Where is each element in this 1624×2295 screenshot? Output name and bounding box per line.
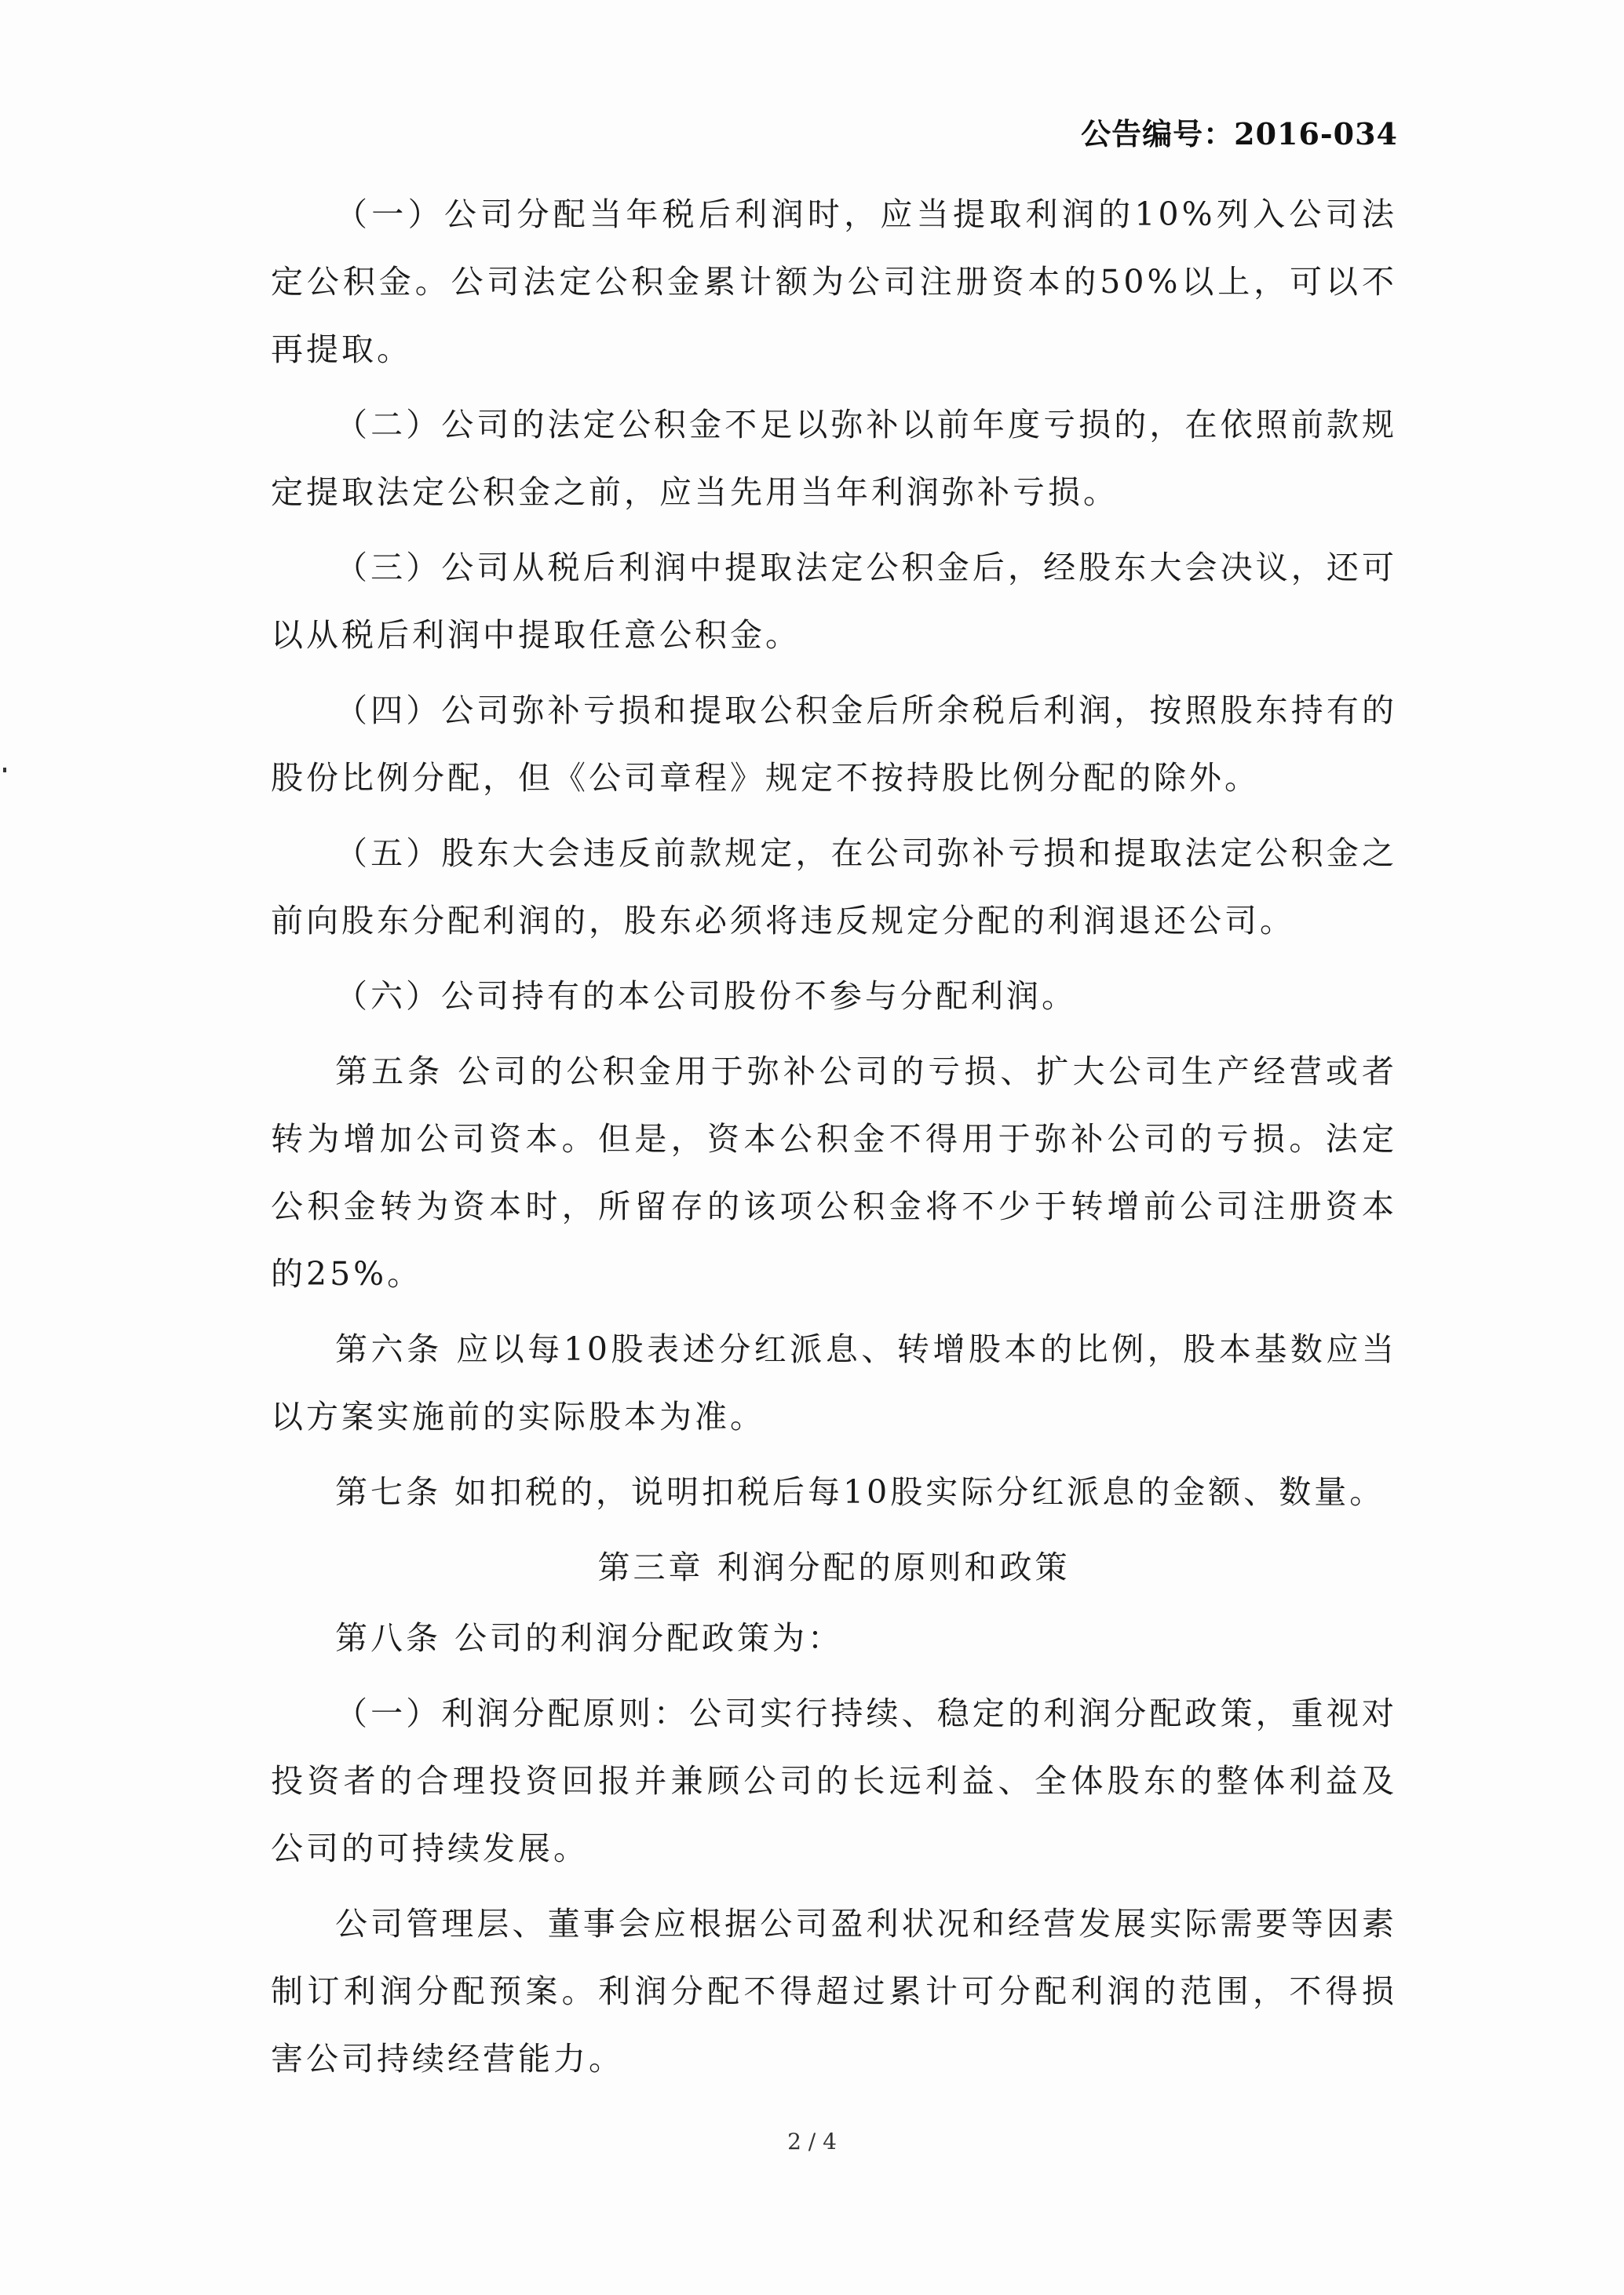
paragraph-management: 公司管理层、董事会应根据公司盈利状况和经营发展实际需要等因素制订利润分配预案。利润分配不得超过累计可分配利润的范围，不得损害公司持续经营能力。 — [271, 1905, 1397, 2078]
scan-mark — [3, 768, 6, 772]
paragraph-clause-1: （一）公司分配当年税后利润时，应当提取利润的10%列入公司法定公积金。公司法定公积金累计额为公司注册资本的50%以上，可以不再提取。 — [271, 195, 1397, 368]
paragraph-article-8: 第八条 公司的利润分配政策为： — [335, 1619, 844, 1657]
paragraph-clause-6: （六）公司持有的本公司股份不参与分配利润。 — [335, 977, 1077, 1015]
chapter-title: 第三章 利润分配的原则和政策 — [597, 1549, 1071, 1586]
paragraph-clause-2: （二）公司的法定公积金不足以弥补以前年度亏损的，在依照前款规定提取法定公积金之前，应当先用当年利润弥补亏损。 — [271, 406, 1397, 511]
document-body — [271, 181, 1397, 2100]
paragraph-principle: （一）利润分配原则：公司实行持续、稳定的利润分配政策，重视对投资者的合理投资回报并兼顾公司的长远利益、全体股东的整体利益及公司的可持续发展。 — [271, 1695, 1397, 1867]
page-number: 2 / 4 — [787, 2129, 837, 2155]
paragraph-clause-5: （五）股东大会违反前款规定，在公司弥补亏损和提取法定公积金之前向股东分配利润的，股东必须将违反规定分配的利润退还公司。 — [271, 834, 1397, 940]
paragraph-clause-4: （四）公司弥补亏损和提取公积金后所余税后利润，按照股东持有的股份比例分配，但《公司章程》规定不按持股比例分配的除外。 — [271, 691, 1397, 797]
paragraph-clause-3: （三）公司从税后利润中提取法定公积金后，经股东大会决议，还可以从税后利润中提取任意公积金。 — [271, 549, 1397, 654]
paragraph-article-7: 第七条 如扣税的，说明扣税后每10股实际分红派息的金额、数量。 — [335, 1473, 1385, 1511]
announcement-number: 公告编号：2016-034 — [1081, 116, 1398, 151]
paragraph-article-6: 第六条 应以每10股表述分红派息、转增股本的比例，股本基数应当以方案实施前的实际股本为准。 — [271, 1330, 1397, 1436]
paragraph-article-5: 第五条 公司的公积金用于弥补公司的亏损、扩大公司生产经营或者转为增加公司资本。但是，资本公积金不得用于弥补公司的亏损。法定公积金转为资本时，所留存的该项公积金将不少于转增前公司注册资本的25%。 — [271, 1053, 1397, 1293]
